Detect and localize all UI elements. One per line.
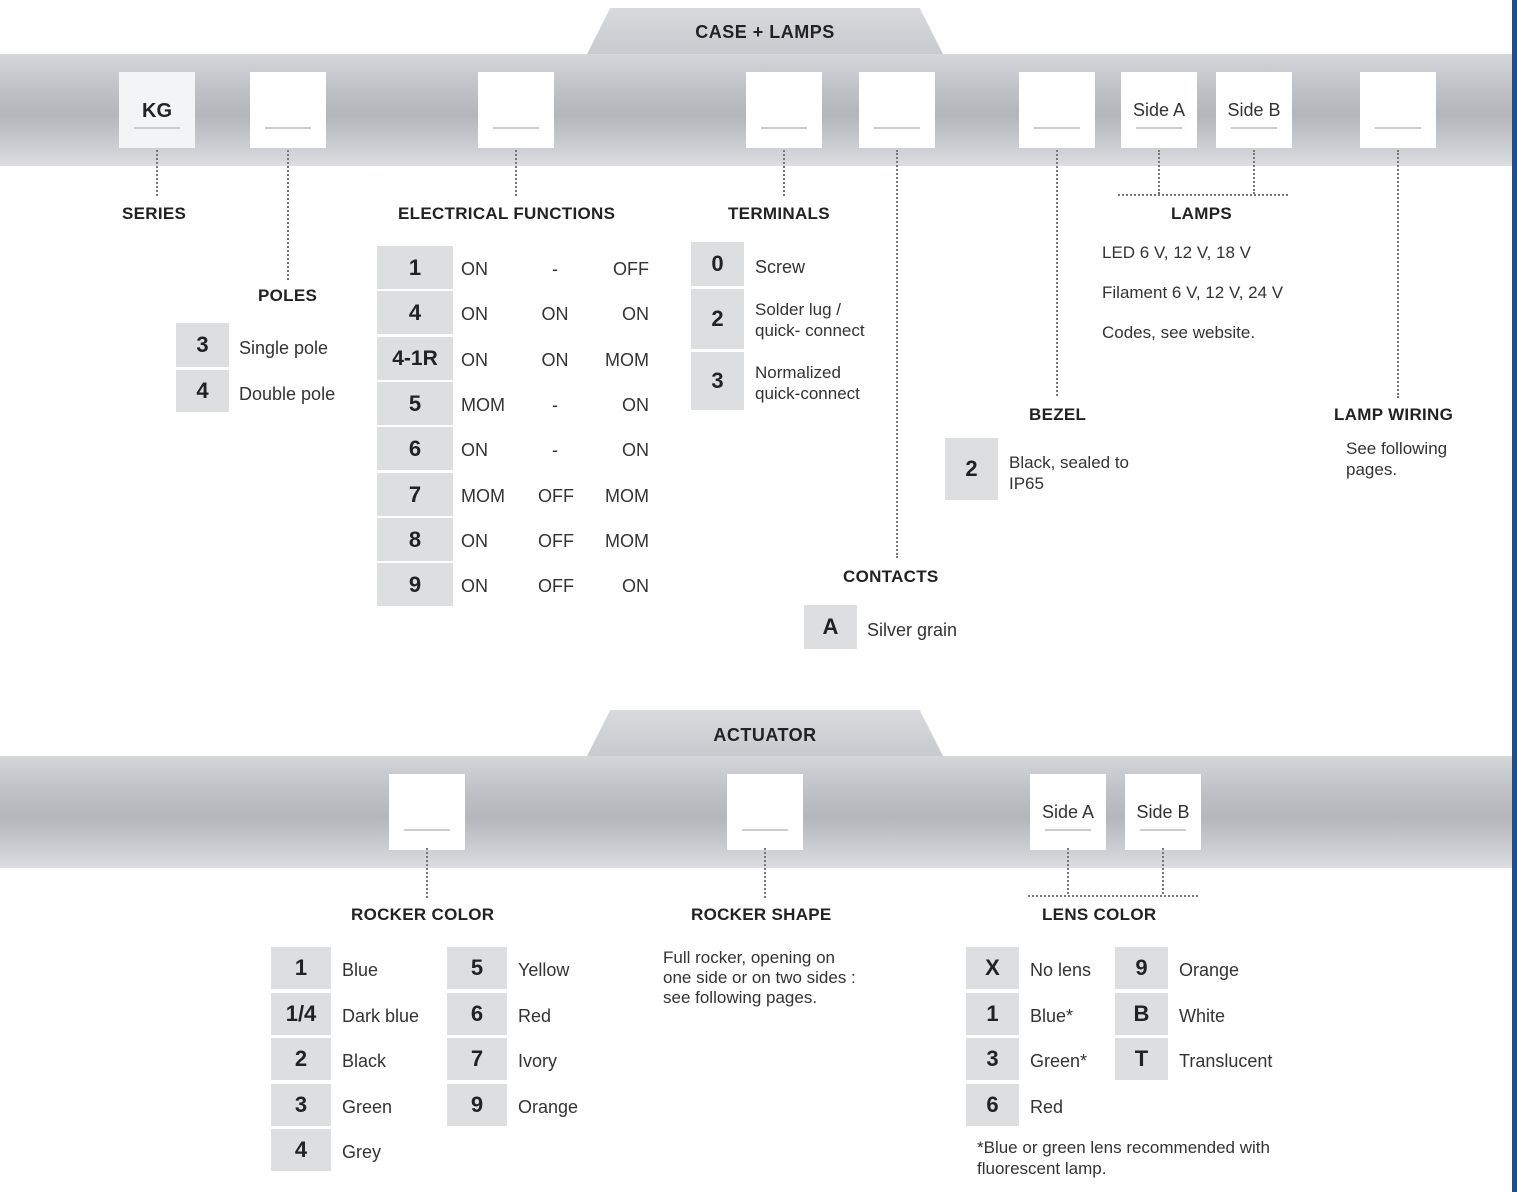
terminal-label: Screw <box>755 257 806 277</box>
lens-color-note: *Blue or green lens recommended with fluorescent lamp. <box>977 1138 1270 1178</box>
electrical-function-code: 4-1R <box>377 337 453 380</box>
box-underline <box>1375 127 1421 129</box>
contact-code: A <box>804 605 857 649</box>
electrical-function-pos3: ON <box>622 576 649 596</box>
series-code: KG <box>142 100 172 122</box>
electrical-function-pos2: - <box>552 259 558 279</box>
terminals-connector <box>783 150 785 196</box>
electrical-function-pos2: - <box>552 395 558 415</box>
rocker-color-heading: ROCKER COLOR <box>351 905 495 924</box>
box-underline <box>874 127 920 129</box>
electrical-function-pos1: ON <box>461 440 488 460</box>
rocker-shape-note: Full rocker, opening on one side or on two sides : see following pages. <box>663 948 856 1007</box>
rocker-color-code: 7 <box>447 1038 507 1080</box>
lamp-wiring-code-box <box>1360 72 1436 148</box>
rocker-color-label: Dark blue <box>342 1006 420 1026</box>
lamps-line: Filament 6 V, 12 V, 24 V <box>1102 283 1284 302</box>
lens-color-code: T <box>1115 1038 1168 1080</box>
lens-side-a-label: Side A <box>1041 802 1095 822</box>
electrical-function-pos2: OFF <box>538 531 574 551</box>
lens-color-code: 9 <box>1115 947 1168 989</box>
lamp-side-b-box <box>1216 72 1292 148</box>
electrical-function-code: 8 <box>377 518 453 561</box>
poles-heading: POLES <box>258 286 318 305</box>
rocker-color-code: 4 <box>271 1129 331 1171</box>
contacts-heading: CONTACTS <box>843 567 939 586</box>
actuator-title: ACTUATOR <box>713 725 817 745</box>
rocker-color-label: Grey <box>342 1142 382 1162</box>
case-lamps-title: CASE + LAMPS <box>695 22 835 42</box>
electrical-function-pos1: MOM <box>461 395 505 415</box>
rocker-color-label: Ivory <box>518 1051 558 1071</box>
electrical-function-pos3: MOM <box>605 531 649 551</box>
terminals-heading: TERMINALS <box>728 204 830 223</box>
rocker-shape-connector <box>764 848 766 898</box>
rocker-color-label: Orange <box>518 1097 579 1117</box>
poles-label: Single pole <box>239 338 329 358</box>
contact-label: Silver grain <box>867 620 958 640</box>
lamps-connector <box>1118 194 1288 196</box>
rocker-color-label: Blue <box>342 960 379 980</box>
lens-side-a-connector <box>1067 848 1069 894</box>
poles-code: 4 <box>176 370 229 412</box>
electrical-function-pos1: ON <box>461 304 488 324</box>
lens-color-label: Blue* <box>1030 1006 1074 1026</box>
box-underline <box>761 127 807 129</box>
lens-color-label: Translucent <box>1179 1051 1273 1071</box>
electrical-function-code: 7 <box>377 473 453 516</box>
electrical-function-pos3: OFF <box>613 259 649 279</box>
lamps-line: LED 6 V, 12 V, 18 V <box>1102 243 1252 262</box>
rocker-color-connector <box>426 848 428 898</box>
box-underline <box>1136 127 1182 129</box>
lens-color-connector <box>1028 895 1198 897</box>
box-underline <box>1045 829 1091 831</box>
box-underline <box>404 829 450 831</box>
lens-color-label: Green* <box>1030 1051 1088 1071</box>
rocker-color-label: Yellow <box>518 960 570 980</box>
lamp-wiring-heading: LAMP WIRING <box>1334 405 1454 424</box>
electrical-function-pos3: ON <box>622 395 649 415</box>
lens-color-code: X <box>966 947 1019 989</box>
lens-color-code: 1 <box>966 993 1019 1035</box>
electrical-function-pos3: MOM <box>605 350 649 370</box>
electrical-function-code: 6 <box>377 427 453 470</box>
electrical-function-pos3: ON <box>622 304 649 324</box>
lens-color-code: 3 <box>966 1038 1019 1080</box>
terminal-label: Normalized quick-connect <box>755 363 860 403</box>
bezel-code: 2 <box>945 438 998 500</box>
electrical-function-pos2: ON <box>541 350 569 370</box>
electrical-function-pos2: ON <box>541 304 569 324</box>
rocker-color-code: 6 <box>447 993 507 1035</box>
page-edge-accent <box>1512 0 1517 1192</box>
lens-color-code: 6 <box>966 1084 1019 1126</box>
lens-color-label: White <box>1179 1006 1226 1026</box>
lens-color-label: Red <box>1030 1097 1064 1117</box>
series-heading: SERIES <box>122 204 187 223</box>
poles-connector <box>287 150 289 280</box>
series-connector <box>156 150 158 196</box>
terminal-code: 3 <box>691 352 744 410</box>
terminal-code: 2 <box>691 289 744 349</box>
electrical-functions-heading: ELECTRICAL FUNCTIONS <box>398 204 616 223</box>
rocker-color-code: 1 <box>271 947 331 989</box>
electrical-function-pos2: OFF <box>538 576 574 596</box>
contacts-code-box <box>859 72 935 148</box>
electrical-function-pos1: MOM <box>461 486 505 506</box>
rocker-color-code: 2 <box>271 1038 331 1080</box>
terminal-code: 0 <box>691 242 744 286</box>
lens-side-b-box <box>1125 774 1201 850</box>
electrical-function-pos3: ON <box>622 440 649 460</box>
lens-color-label: Orange <box>1179 960 1240 980</box>
rocker-color-code: 5 <box>447 947 507 989</box>
bezel-label: Black, sealed to IP65 <box>1009 453 1130 493</box>
rocker-shape-heading: ROCKER SHAPE <box>691 905 832 924</box>
electrical-function-pos1: ON <box>461 350 488 370</box>
electrical-function-code: 1 <box>377 246 453 289</box>
electrical-function-pos1: ON <box>461 576 488 596</box>
rocker-color-label: Red <box>518 1006 552 1026</box>
box-underline <box>742 829 788 831</box>
box-underline <box>493 127 539 129</box>
lens-side-b-connector <box>1162 848 1164 894</box>
lamp-side-b-connector <box>1253 150 1255 194</box>
electrical-code-box <box>478 72 554 148</box>
rocker-color-code: 3 <box>271 1084 331 1126</box>
lamps-heading: LAMPS <box>1171 204 1232 223</box>
bezel-heading: BEZEL <box>1029 405 1087 424</box>
electrical-function-code: 5 <box>377 382 453 425</box>
poles-code-box <box>250 72 326 148</box>
lens-color-label: No lens <box>1030 960 1092 980</box>
terminals-code-box <box>746 72 822 148</box>
box-underline <box>1231 127 1277 129</box>
electrical-function-pos3: MOM <box>605 486 649 506</box>
box-underline <box>134 127 180 129</box>
bezel-connector <box>1056 150 1058 396</box>
lens-side-b-label: Side B <box>1136 802 1190 822</box>
lamp-wiring-note: See following pages. <box>1346 439 1448 479</box>
lens-side-a-box <box>1030 774 1106 850</box>
bezel-code-box <box>1019 72 1095 148</box>
rocker-color-code: 1/4 <box>271 993 331 1035</box>
box-underline <box>265 127 311 129</box>
box-underline <box>1034 127 1080 129</box>
lamp-side-b-label: Side B <box>1227 100 1281 120</box>
lamp-wiring-connector <box>1397 150 1399 398</box>
lens-color-code: B <box>1115 993 1168 1035</box>
rocker-color-label: Green <box>342 1097 393 1117</box>
rocker-color-code-box <box>389 774 465 850</box>
lamp-side-a-connector <box>1158 150 1160 194</box>
rocker-color-code: 9 <box>447 1084 507 1126</box>
electrical-function-code: 4 <box>377 291 453 334</box>
terminal-label: Solder lug / quick- connect <box>755 300 865 340</box>
electrical-function-code: 9 <box>377 563 453 606</box>
lamp-side-a-box <box>1121 72 1197 148</box>
rocker-shape-code-box <box>727 774 803 850</box>
lamp-side-a-label: Side A <box>1132 100 1186 120</box>
electrical-connector <box>515 150 517 196</box>
electrical-function-pos1: ON <box>461 259 488 279</box>
lens-color-heading: LENS COLOR <box>1042 905 1157 924</box>
electrical-function-pos2: - <box>552 440 558 460</box>
series-code-box <box>119 72 195 148</box>
electrical-function-pos2: OFF <box>538 486 574 506</box>
box-underline <box>1140 829 1186 831</box>
lamps-line: Codes, see website. <box>1102 323 1256 342</box>
contacts-connector <box>896 150 898 558</box>
poles-label: Double pole <box>239 384 336 404</box>
rocker-color-label: Black <box>342 1051 387 1071</box>
electrical-function-pos1: ON <box>461 531 488 551</box>
poles-code: 3 <box>176 323 229 367</box>
